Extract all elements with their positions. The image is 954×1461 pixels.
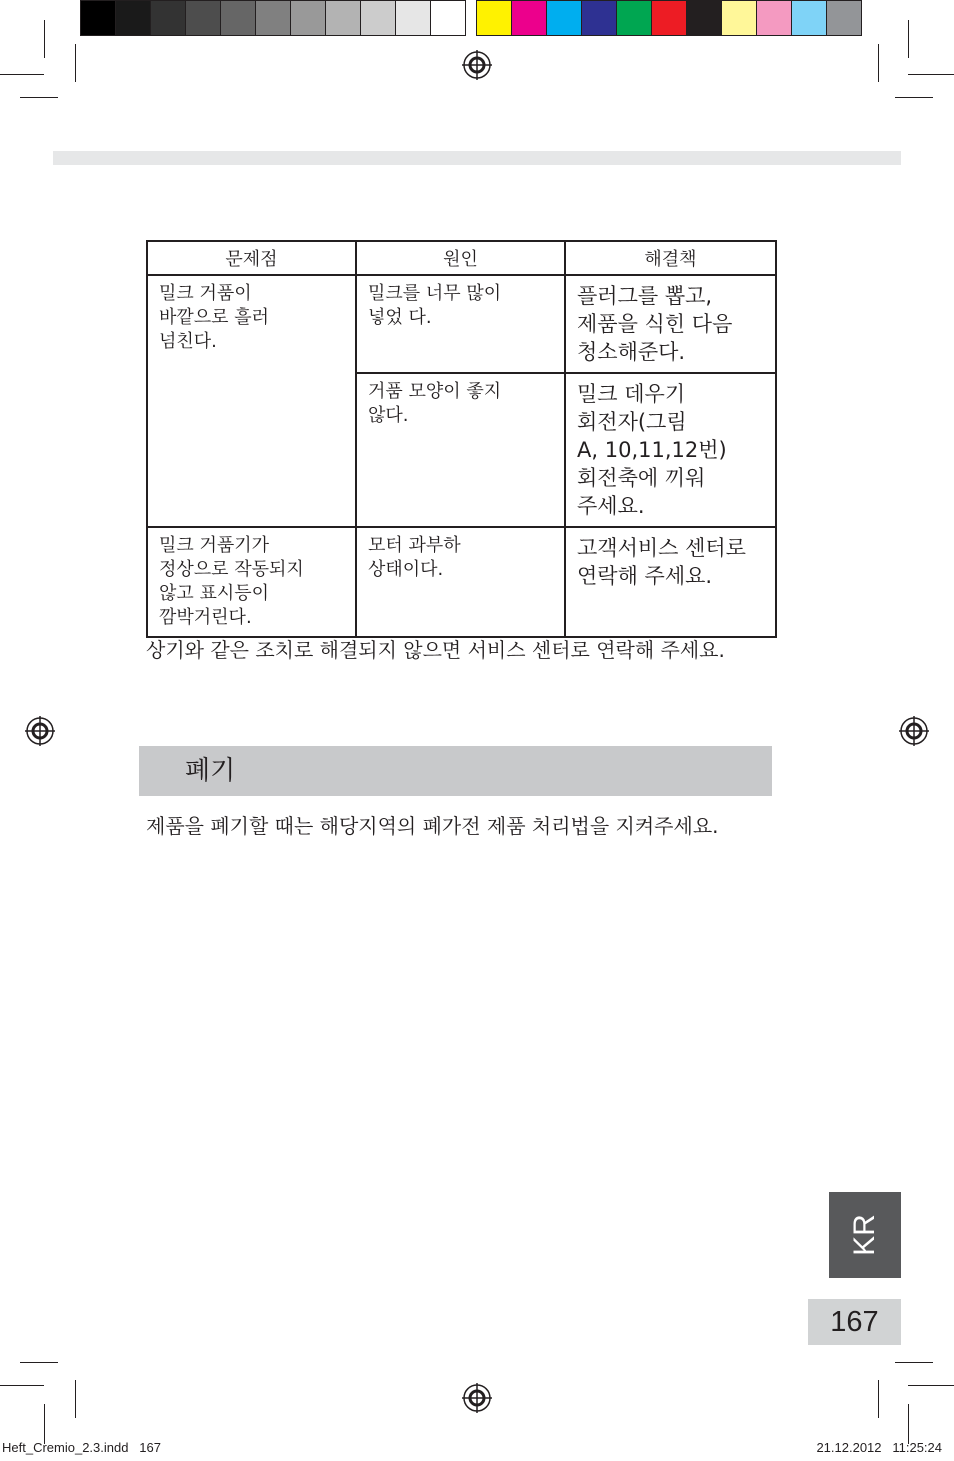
cell-text: 모터 과부하 xyxy=(368,535,461,556)
language-tab xyxy=(829,1192,901,1278)
cell-text: 주세요. xyxy=(577,494,645,518)
crop-mark xyxy=(44,1404,45,1444)
cell-text: 바깥으로 흘러 xyxy=(159,307,270,328)
section-header xyxy=(139,746,772,796)
troubleshooting-table xyxy=(146,240,777,638)
cause-cell xyxy=(356,527,565,637)
crop-mark xyxy=(908,74,954,75)
cell-text: 회전축에 끼워 xyxy=(577,466,706,490)
crop-mark xyxy=(0,74,44,75)
registration-mark-icon xyxy=(462,50,492,80)
problem-cell xyxy=(147,275,356,527)
cell-text: 넣었 다. xyxy=(368,307,432,328)
cell-text: 깜박거린다. xyxy=(159,607,252,628)
column-header-problem: 문제점 xyxy=(147,241,356,275)
slug-file-info: Heft_Cremio_2.3.indd 167 xyxy=(2,1440,161,1455)
color-swatch xyxy=(326,1,361,35)
cell-text: 밀크를 너무 많이 xyxy=(368,283,502,304)
color-swatch xyxy=(396,1,431,35)
crop-mark xyxy=(0,1385,44,1386)
crop-mark xyxy=(908,1404,909,1444)
color-swatch xyxy=(827,1,861,35)
cell-text: 거품 모양이 좋지 xyxy=(368,381,502,402)
color-swatch xyxy=(582,1,617,35)
color-swatch xyxy=(221,1,256,35)
cell-text: 밀크 데우기 xyxy=(577,382,686,406)
color-swatch xyxy=(792,1,827,35)
color-calibration-bar xyxy=(80,0,872,36)
table-row xyxy=(147,527,776,637)
disposal-text: 제품을 폐기할 때는 해당지역의 폐가전 제품 처리법을 지켜주세요. xyxy=(146,814,719,838)
color-swatch xyxy=(687,1,722,35)
color-swatch xyxy=(512,1,547,35)
color-swatch xyxy=(81,1,116,35)
cell-text: 정상으로 작동되지 xyxy=(159,559,304,580)
crop-mark xyxy=(44,20,45,58)
color-swatch xyxy=(547,1,582,35)
slug-timestamp: 21.12.2012 11:25:24 xyxy=(816,1440,942,1455)
crop-mark xyxy=(895,97,933,98)
cell-text: 플러그를 뽑고, xyxy=(577,284,713,308)
crop-mark xyxy=(75,1380,76,1418)
problem-cell xyxy=(147,527,356,637)
color-swatch xyxy=(361,1,396,35)
solution-cell xyxy=(565,275,776,373)
crop-mark xyxy=(878,1380,879,1418)
solution-cell xyxy=(565,527,776,637)
cell-text: 넘친다. xyxy=(159,331,217,352)
crop-mark xyxy=(908,1385,954,1386)
registration-mark-icon xyxy=(25,716,55,746)
header-band xyxy=(53,151,901,165)
cell-text: 않다. xyxy=(368,405,409,426)
solution-cell xyxy=(565,373,776,527)
table-row xyxy=(147,275,776,373)
page-number: 167 xyxy=(808,1299,901,1345)
section-title: 폐기 xyxy=(185,756,236,786)
color-swatch xyxy=(116,1,151,35)
column-header-cause: 원인 xyxy=(356,241,565,275)
color-swatches xyxy=(476,0,862,36)
color-swatch xyxy=(431,1,465,35)
table-header-row xyxy=(147,241,776,275)
color-swatch xyxy=(186,1,221,35)
color-swatch xyxy=(256,1,291,35)
cell-text: 고객서비스 센터로 xyxy=(577,536,746,560)
gray-swatches xyxy=(80,0,466,36)
color-swatch xyxy=(652,1,687,35)
cell-text: 연락해 주세요. xyxy=(577,564,713,588)
crop-mark xyxy=(20,97,58,98)
cell-text: 청소해준다. xyxy=(577,340,686,364)
troubleshooting-note: 상기와 같은 조치로 해결되지 않으면 서비스 센터로 연락해 주세요. xyxy=(146,638,725,662)
language-label: KR xyxy=(848,1214,881,1256)
crop-mark xyxy=(878,44,879,82)
cause-cell xyxy=(356,373,565,527)
cell-text: 않고 표시등이 xyxy=(159,583,270,604)
cause-cell xyxy=(356,275,565,373)
column-header-solution: 해결책 xyxy=(565,241,776,275)
cell-text: 제품을 식힌 다음 xyxy=(577,312,733,336)
color-swatch xyxy=(151,1,186,35)
registration-mark-icon xyxy=(899,716,929,746)
cell-text: 밀크 거품이 xyxy=(159,283,252,304)
color-swatch xyxy=(477,1,512,35)
cell-text: 회전자(그림 xyxy=(577,410,687,434)
crop-mark xyxy=(895,1362,933,1363)
color-swatch xyxy=(617,1,652,35)
crop-mark xyxy=(20,1362,58,1363)
color-swatch xyxy=(722,1,757,35)
crop-mark xyxy=(75,44,76,82)
color-swatch xyxy=(291,1,326,35)
cell-text: 밀크 거품기가 xyxy=(159,535,270,556)
color-swatch xyxy=(757,1,792,35)
registration-mark-icon xyxy=(462,1383,492,1413)
cell-text: A, 10,11,12번) xyxy=(577,438,727,462)
cell-text: 상태이다. xyxy=(368,559,444,580)
crop-mark xyxy=(908,20,909,58)
